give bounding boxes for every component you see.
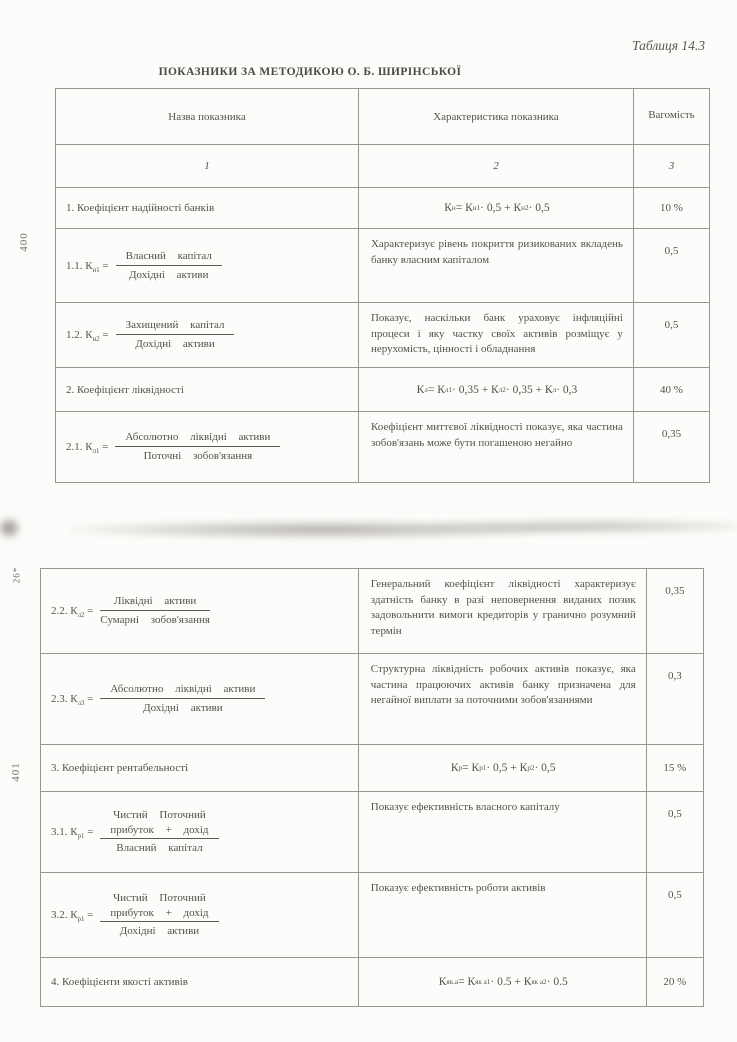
coefficient-fraction: 2.1. $К_{л1}$ = $\frac{\text{Абсолютно ліквідні активи}}{\text{Поточні зобов'язання}}$ <box>66 430 280 464</box>
column-header: Назва показника <box>56 89 359 144</box>
weight-cell: 0,5 <box>667 889 682 901</box>
book-fold-shadow <box>70 512 737 544</box>
table-row <box>41 745 703 792</box>
indicator-description-cell: Характеризує рівень покриття ризикованих вкладень банку власним капіталом <box>359 229 634 302</box>
indicator-description-cell: Структурна ліквідність робочих активів показує, яка частина працюючих активів банку призначена для негайної виплати за поточними зобов'язаннями <box>359 654 647 744</box>
scan-edge-smudge <box>0 520 18 536</box>
indicator-description-cell: Показує ефективність роботи активів <box>359 873 647 957</box>
table-row <box>56 368 709 412</box>
indicator-description-cell: Показує, наскільки банк ураховує інфляційні процеси і яку частку своїх активів розміщує у нерухомість, цінності і обладнання <box>359 303 634 367</box>
coefficient-fraction: 2.2. $К_{л2}$ = $\frac{\text{Ліквідні активи}}{\text{Сумарні зобов'язання}}$ <box>51 595 210 626</box>
indicator-description-cell: К л = К л1 · 0,35 + К л2 · 0,35 + К л · 0,3 <box>359 368 634 411</box>
weight-cell: 20 % <box>663 976 687 988</box>
table-row <box>41 958 703 1006</box>
coefficient-fraction: 3.1. $К_{р1}$ = Чистий Поточний прибуток + дохід Власний капітал <box>51 808 219 857</box>
weight-cell: 0,35 <box>661 428 682 440</box>
table-caption: Таблиця 14.3 <box>632 38 705 53</box>
page-number-400: 400 <box>17 232 30 252</box>
indicator-name-cell: 3. Коефіцієнт рентабельності <box>41 745 359 791</box>
indicators-table-top <box>55 88 710 483</box>
indicators-table-bottom <box>40 568 704 1007</box>
column-header: Характеристика показника <box>359 89 634 144</box>
indicator-description-cell: К р = К р1 · 0,5 + К р2 · 0,5 <box>359 745 647 791</box>
column-number: 2 <box>359 145 634 187</box>
column-number-row <box>56 145 709 188</box>
indicator-name-cell: 2. Коефіцієнт ліквідності <box>56 368 359 411</box>
weight-cell: 0,5 <box>667 808 682 820</box>
weight-cell: 0,35 <box>665 585 685 597</box>
table-row <box>56 188 709 229</box>
table-row <box>41 654 703 745</box>
table-row <box>56 412 709 482</box>
weight-cell: 0,5 <box>664 245 679 257</box>
weight-cell: 0,5 <box>664 319 679 331</box>
indicator-name-cell: 4. Коефіцієнти якості активів <box>41 958 359 1006</box>
table-row <box>56 229 709 303</box>
weight-cell: 0,3 <box>667 670 682 682</box>
indicator-description-cell: Генеральний коефіцієнт ліквідності характеризує здатність банку в разі неповернення виданих позик задовольнити вимоги кредиторів у гранично розумний термін <box>359 569 647 653</box>
table-row <box>41 873 703 958</box>
indicator-description-cell: Показує ефективність власного капіталу <box>359 792 647 872</box>
indicator-name-cell <box>56 412 359 482</box>
indicator-name-cell <box>41 792 359 872</box>
coefficient-fraction: 2.3. $К_{л3}$ = $\frac{\text{Абсолютно ліквідні активи}}{\text{Дохідні активи}}$ <box>51 682 265 716</box>
indicator-name-cell <box>41 873 359 957</box>
indicator-name-cell: 1. Коефіцієнт надійності банків <box>56 188 359 228</box>
coefficient-fraction: 1.1. $К_{н1}$ = $\frac{\text{Власний капітал}}{\text{Дохідні активи}}$ <box>66 249 222 283</box>
page-title: ПОКАЗНИКИ ЗА МЕТОДИКОЮ О. Б. ШИРІНСЬКОЇ <box>158 66 462 78</box>
indicator-name-cell <box>41 569 359 653</box>
table-row <box>56 303 709 368</box>
indicator-name-cell <box>56 229 359 302</box>
signature-mark: 26* <box>11 566 22 584</box>
page-number-401: 401 <box>9 762 22 782</box>
coefficient-fraction: 1.2. $К_{н2}$ = $\frac{\text{Захищений капітал}}{\text{Дохідні активи}}$ <box>66 318 234 352</box>
indicator-name-cell <box>41 654 359 744</box>
indicator-description-cell: К н = К н1 · 0,5 + К н2 · 0,5 <box>359 188 634 228</box>
weight-cell: 15 % <box>663 762 687 774</box>
weight-cell: 40 % <box>659 383 683 396</box>
weight-cell: 10 % <box>659 202 683 214</box>
column-number: 3 <box>668 160 675 172</box>
column-header: Вагомість <box>648 108 695 121</box>
table-row <box>41 792 703 873</box>
table-header-row <box>56 89 709 145</box>
table-row <box>41 569 703 654</box>
indicator-description-cell: Коефіцієнт миттєвої ліквідності показує, яка частина зобов'язань може бути погашеною негайно <box>359 412 634 482</box>
column-number: 1 <box>56 145 359 187</box>
indicator-description-cell: К як.а = К як а1 · 0.5 + К як а2 · 0.5 <box>359 958 647 1006</box>
coefficient-fraction: 3.2. $К_{р1}$ = Чистий Поточний прибуток + дохід Дохідні активи <box>51 891 219 940</box>
indicator-name-cell <box>56 303 359 367</box>
